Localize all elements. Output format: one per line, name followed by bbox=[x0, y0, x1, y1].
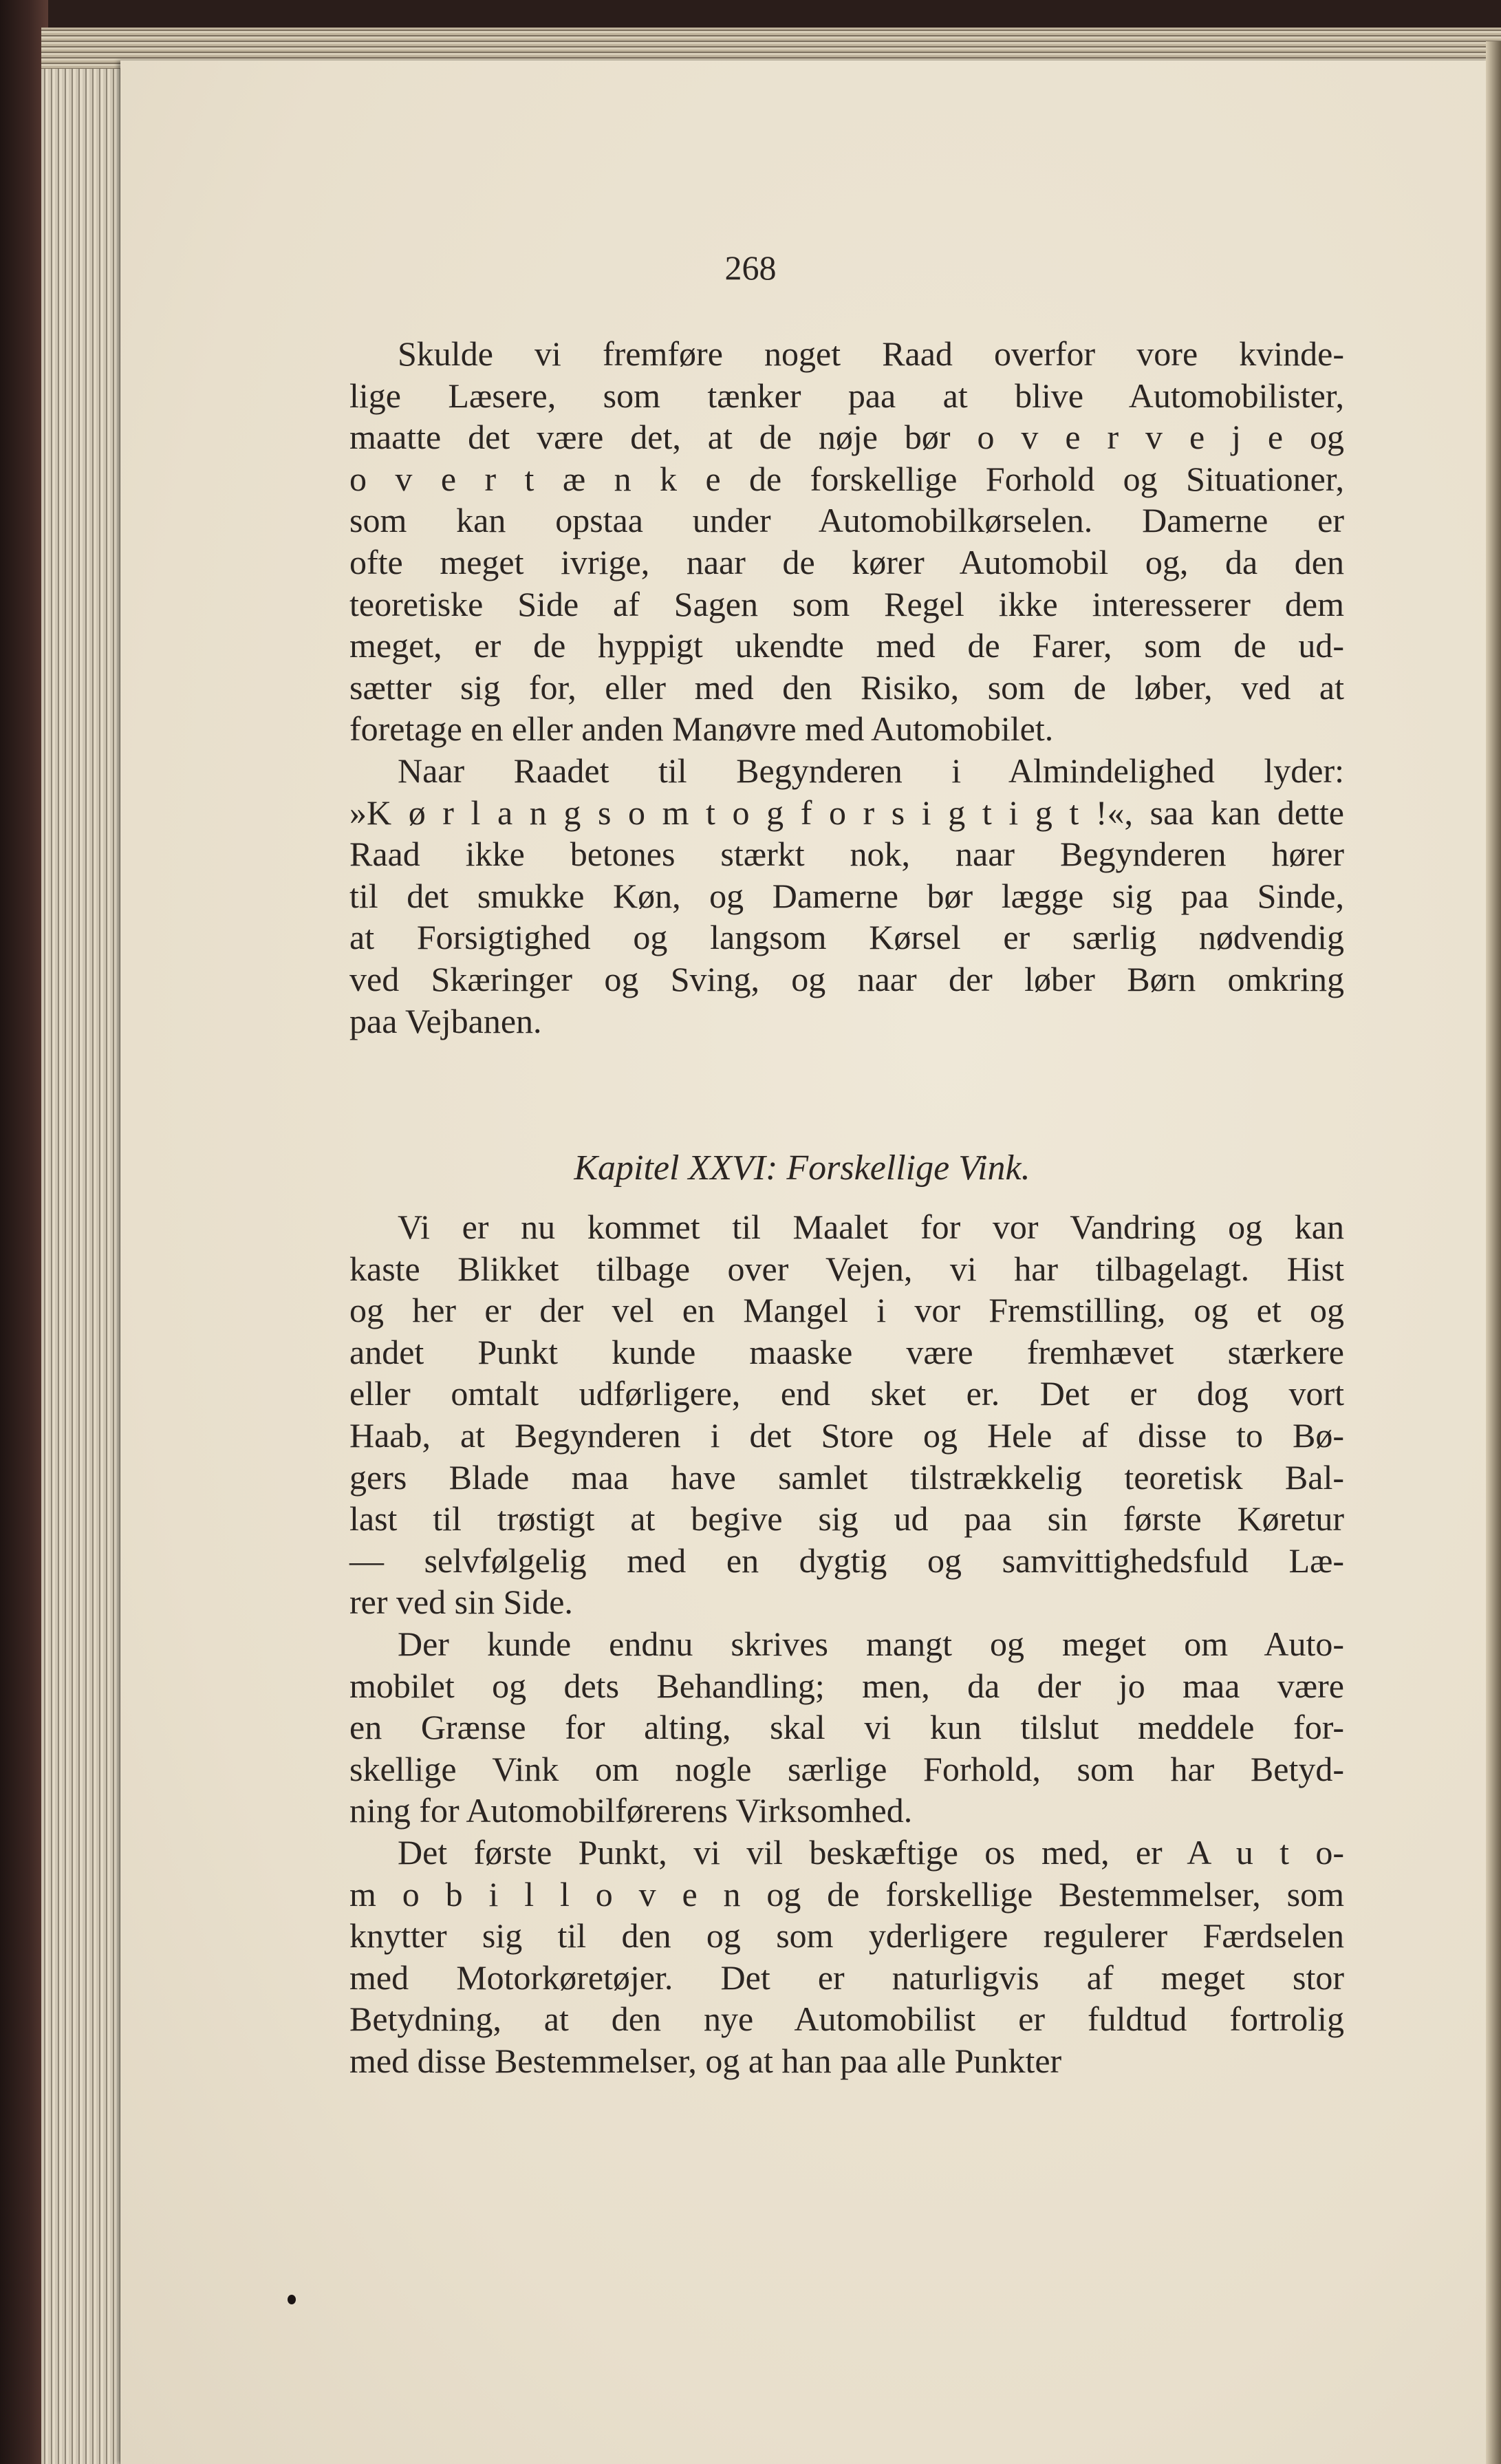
text-line: lige Læsere, som tænker paa at blive Automobilister, bbox=[349, 376, 1344, 415]
text-line: kaste Blikket tilbage over Vejen, vi har tilbagelagt. Hist bbox=[349, 1249, 1344, 1288]
text-line: Skulde vi fremføre noget Raad overfor vore kvinde- bbox=[398, 334, 1344, 373]
text-line: Raad ikke betones stærkt nok, naar Begynderen hører bbox=[349, 835, 1344, 874]
text-line: til det smukke Køn, og Damerne bør lægge sig paa Sinde, bbox=[349, 876, 1344, 915]
text-line: sætter sig for, eller med den Risiko, som de løber, ved at bbox=[349, 667, 1344, 707]
text-line: Det første Punkt, vi vil beskæftige os med, er A u t o- bbox=[398, 1832, 1344, 1872]
text-line: ofte meget ivrige, naar de kører Automobil og, da den bbox=[349, 542, 1344, 581]
text-line: Betydning, at den nye Automobilist er fuldtud fortrolig bbox=[349, 2000, 1344, 2039]
text-line: som kan opstaa under Automobilkørselen. Damerne er bbox=[349, 501, 1344, 540]
text-block-before bbox=[349, 333, 1344, 1042]
text-line: og her er der vel en Mangel i vor Fremstilling, og et og bbox=[349, 1291, 1344, 1330]
text-line: andet Punkt kunde maaske være fremhævet stærkere bbox=[349, 1332, 1344, 1371]
text-line: Naar Raadet til Begynderen i Almindelighed lyder: bbox=[398, 751, 1344, 790]
text-line: en Grænse for alting, skal vi kun tilslut meddele for- bbox=[349, 1708, 1344, 1747]
text-line: teoretiske Side af Sagen som Regel ikke interesserer dem bbox=[349, 584, 1344, 623]
text-line: knytter sig til den og som yderligere regulerer Færdselen bbox=[349, 1916, 1344, 1956]
page-right-edge bbox=[1486, 41, 1501, 2464]
text-line: rer ved sin Side. bbox=[349, 1583, 573, 1622]
page-number: 268 bbox=[724, 248, 777, 287]
paragraph bbox=[349, 1832, 1344, 2082]
text-line: ning for Automobilførerens Virksomhed. bbox=[349, 1791, 913, 1830]
text-line: last til trøstigt at begive sig ud paa sin første Køretur bbox=[349, 1499, 1344, 1539]
text-line: »K ø r l a n g s o m t o g f o r s i g t i g t !«, saa kan dette bbox=[349, 793, 1344, 832]
ink-speck bbox=[288, 2295, 296, 2304]
text-line: — selvfølgelig med en dygtig og samvittighedsfuld Læ- bbox=[349, 1541, 1344, 1580]
paragraph bbox=[349, 333, 1344, 750]
text-line: gers Blade maa have samlet tilstrækkelig teoretisk Bal- bbox=[349, 1457, 1344, 1497]
text-line: m o b i l l o v e n og de forskellige Bestemmelser, som bbox=[349, 1874, 1344, 1914]
text-line: skellige Vink om nogle særlige Forhold, som har Betyd- bbox=[349, 1749, 1344, 1788]
text-line: Vi er nu kommet til Maalet for vor Vandring og kan bbox=[398, 1208, 1344, 1246]
chapter-heading: Kapitel XXVI: Forskellige Vink. bbox=[574, 1148, 1030, 1188]
text-line: at Forsigtighed og langsom Kørsel er særlig nødvendig bbox=[349, 918, 1344, 957]
text-line: paa Vejbanen. bbox=[349, 1001, 542, 1040]
text-line: meget, er de hyppigt ukendte med de Farer, som de ud- bbox=[349, 626, 1344, 665]
paragraph bbox=[349, 1206, 1344, 1623]
text-line: o v e r t æ n k e de forskellige Forhold og Situationer, bbox=[349, 459, 1344, 498]
text-line: med disse Bestemmelser, og at han paa alle Punkter bbox=[349, 2041, 1062, 2080]
text-block-after bbox=[349, 1206, 1344, 2081]
text-line: Haab, at Begynderen i det Store og Hele af disse to Bø- bbox=[349, 1415, 1344, 1455]
paragraph bbox=[349, 1623, 1344, 1832]
text-line: ved Skæringer og Sving, og naar der løber Børn omkring bbox=[349, 959, 1344, 998]
paragraph bbox=[349, 750, 1344, 1042]
text-line: med Motorkøretøjer. Det er naturligvis af meget stor bbox=[349, 1958, 1344, 1997]
text-line: eller omtalt udførligere, end sket er. Det er dog vort bbox=[349, 1374, 1344, 1413]
text-line: Der kunde endnu skrives mangt og meget om Auto- bbox=[398, 1624, 1344, 1663]
text-line: mobilet og dets Behandling; men, da der jo maa være bbox=[349, 1666, 1344, 1705]
text-line: foretage en eller anden Manøvre med Automobilet. bbox=[349, 709, 1054, 749]
text-line: maatte det være det, at de nøje bør o v e r v e j e og bbox=[349, 418, 1344, 457]
